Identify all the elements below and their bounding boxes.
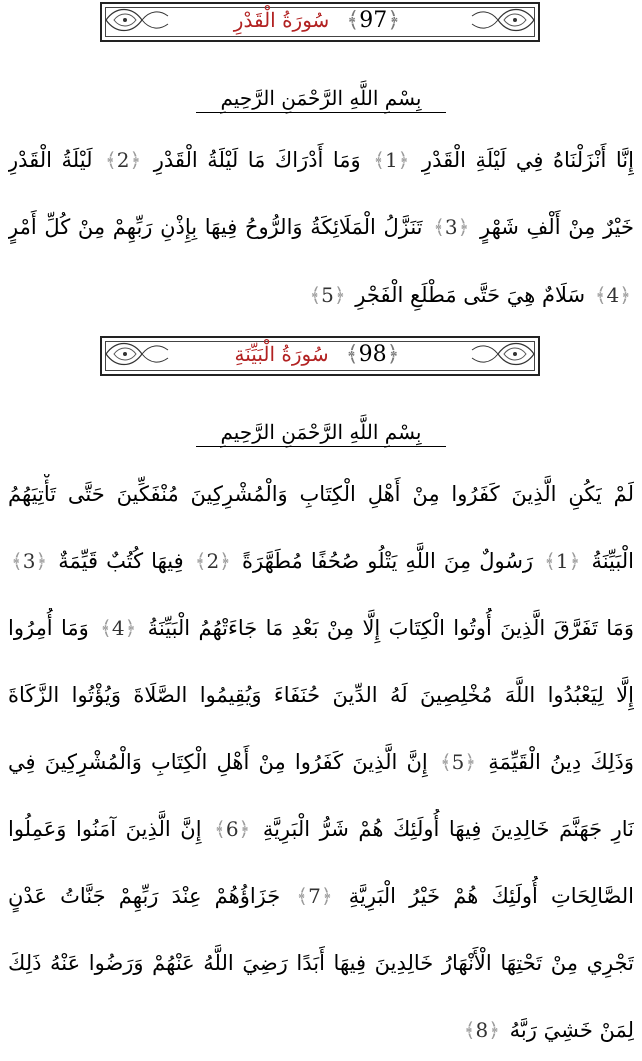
surah-title <box>102 8 538 33</box>
ayah-line <box>8 140 634 180</box>
ayah-text: إِنَّ الَّذِينَ كَفَرُوا مِنْ أَهْلِ الْكِتَابِ وَالْمُشْرِكِينَ فِي <box>8 750 428 774</box>
ayah-line <box>8 474 634 514</box>
ayah-end-marker: ﴿ 2 ﴾ <box>105 140 141 180</box>
surah-name: سُورَةُ الْبَيِّنَةِ <box>234 342 329 366</box>
surah-98-header <box>100 336 540 376</box>
ayah-text: تَنَزَّلُ الْمَلَائِكَةُ وَالرُّوحُ فِيهَا بِإِذْنِ رَبِّهِمْ مِنْ كُلِّ أَمْرٍ <box>8 215 423 239</box>
ayah-line <box>8 275 634 315</box>
surah-title <box>102 342 538 367</box>
ayah-text: إِنَّا أَنْزَلْنَاهُ فِي لَيْلَةِ الْقَدْرِ <box>421 148 634 172</box>
ayah-end-marker: ﴿ 5 ﴾ <box>440 742 476 782</box>
ayah-end-marker: ﴿ 7 ﴾ <box>296 876 332 916</box>
ayah-text: خَيْرٌ مِنْ أَلْفِ شَهْرٍ <box>480 215 634 239</box>
ayah-text: وَمَا تَفَرَّقَ الَّذِينَ أُوتُوا الْكِتَابَ إِلَّا مِنْ بَعْدِ مَا جَاءَتْهُمُ الْبَيِّنَةُ <box>147 616 634 640</box>
ayah-text: إِنَّ الَّذِينَ آمَنُوا وَعَمِلُوا <box>8 817 202 841</box>
basmala-text: بِسْمِ اللَّهِ الرَّحْمَنِ الرَّحِيمِ <box>220 420 422 444</box>
surah-number: ﴿ 98 ﴾ <box>340 342 406 367</box>
basmala-text: بِسْمِ اللَّهِ الرَّحْمَنِ الرَّحِيمِ <box>220 86 422 110</box>
basmala-underline <box>196 446 446 447</box>
ayah-text: لِمَنْ خَشِيَ رَبَّهُ <box>509 1018 634 1042</box>
basmala-underline <box>196 112 446 113</box>
ayah-text: لَيْلَةُ الْقَدْرِ <box>8 148 93 172</box>
ayah-line <box>8 943 634 983</box>
ayah-end-marker: ﴿ 2 ﴾ <box>195 541 231 581</box>
ayah-end-marker: ﴿ 4 ﴾ <box>595 275 631 315</box>
ayah-text: وَمَا أَدْرَاكَ مَا لَيْلَةُ الْقَدْرِ <box>153 148 361 172</box>
ayah-line <box>8 742 634 782</box>
ayah-end-marker: ﴿ 1 ﴾ <box>544 541 580 581</box>
ayah-end-marker: ﴿ 6 ﴾ <box>214 809 250 849</box>
ayah-line <box>8 541 634 581</box>
ayah-text: جَزَاؤُهُمْ عِنْدَ رَبِّهِمْ جَنَّاتُ عَدْنٍ <box>8 884 281 908</box>
basmala <box>0 420 642 447</box>
ayah-text: رَسُولٌ مِنَ اللَّهِ يَتْلُو صُحُفًا مُطَهَّرَةً <box>241 549 534 573</box>
ayah-line <box>8 809 634 849</box>
ayah-text: لَمْ يَكُنِ الَّذِينَ كَفَرُوا مِنْ أَهْلِ الْكِتَابِ وَالْمُشْرِكِينَ مُنْفَكِّينَ حَتَّى تَأْتِيَهُمُ <box>8 482 634 506</box>
ayah-line <box>8 876 634 916</box>
ayah-text: الْبَيِّنَةُ <box>591 549 634 573</box>
ayah-end-marker: ﴿ 1 ﴾ <box>373 140 409 180</box>
ayah-line <box>8 608 634 648</box>
ayah-text: سَلَامٌ هِيَ حَتَّى مَطْلَعِ الْفَجْرِ <box>355 283 586 307</box>
ayah-text: الصَّالِحَاتِ أُولَئِكَ هُمْ خَيْرُ الْبَرِيَّةِ <box>348 884 634 908</box>
basmala <box>0 86 642 113</box>
ayah-text: تَجْرِي مِنْ تَحْتِهَا الْأَنْهَارُ خَالِدِينَ فِيهَا أَبَدًا رَضِيَ اللَّهُ عَنْهُمْ وَرَضُوا عَنْهُ ذَلِكَ <box>8 951 634 975</box>
surah-name: سُورَةُ الْقَدْرِ <box>233 8 330 32</box>
ayah-line <box>8 675 634 715</box>
ayah-end-marker: ﴿ 8 ﴾ <box>464 1010 500 1050</box>
ayah-text: نَارِ جَهَنَّمَ خَالِدِينَ فِيهَا أُولَئِكَ هُمْ شَرُّ الْبَرِيَّةِ <box>262 817 634 841</box>
ayah-end-marker: ﴿ 3 ﴾ <box>11 541 47 581</box>
ayah-end-marker: ﴿ 4 ﴾ <box>100 608 136 648</box>
surah-number: ﴿ 97 ﴾ <box>340 8 406 33</box>
ayah-text: فِيهَا كُتُبٌ قَيِّمَةٌ <box>58 549 184 573</box>
surah-97-header <box>100 2 540 42</box>
ayah-end-marker: ﴿ 3 ﴾ <box>433 207 469 247</box>
ayah-end-marker: ﴿ 5 ﴾ <box>309 275 345 315</box>
ayah-line <box>8 207 634 247</box>
ayah-text: إِلَّا لِيَعْبُدُوا اللَّهَ مُخْلِصِينَ لَهُ الدِّينَ حُنَفَاءَ وَيُقِيمُوا الصَّلَاةَ وَيُؤْتُوا الزَّكَاةَ <box>8 683 634 707</box>
ayah-line <box>8 1010 634 1050</box>
ayah-text: وَذَلِكَ دِينُ الْقَيِّمَةِ <box>488 750 634 774</box>
ayah-text: وَمَا أُمِرُوا <box>8 616 89 640</box>
